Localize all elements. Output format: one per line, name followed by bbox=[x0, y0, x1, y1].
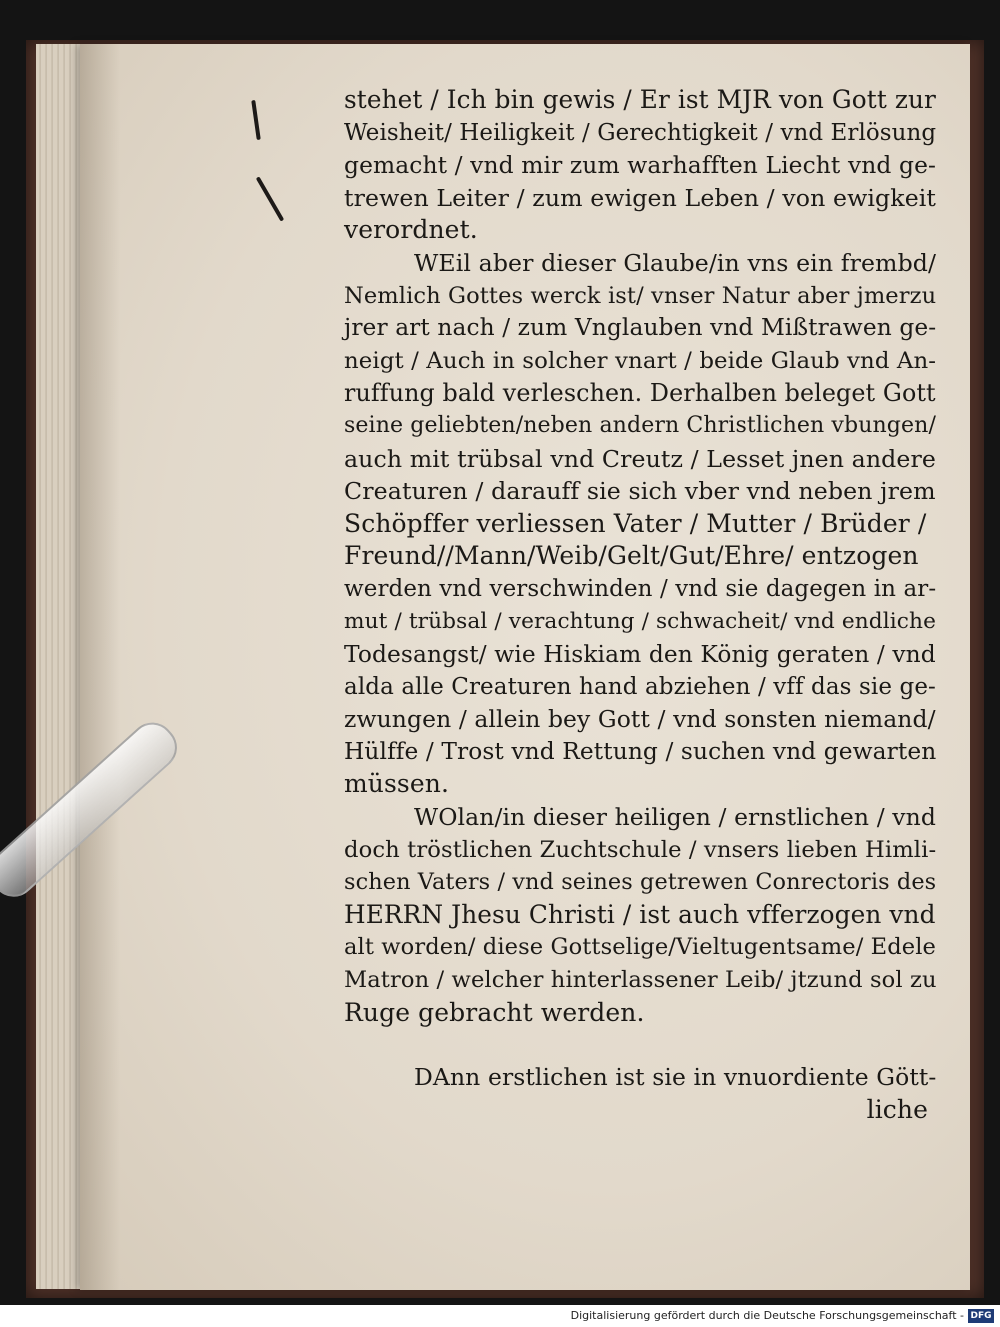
text-line: verordnet. bbox=[344, 215, 478, 245]
text-line: neigt / Auch in solcher vnart / beide Glaub vnd An- bbox=[344, 347, 937, 374]
footer-bar bbox=[0, 1305, 1000, 1327]
margin-mark-lower bbox=[256, 176, 284, 221]
dfg-logo: DFG bbox=[968, 1309, 994, 1323]
paragraph-start-line: WOlan/in dieser heiligen / ernstlichen / vnd bbox=[414, 803, 936, 832]
text-line: auch mit trübsal vnd Creutz / Lesset jnen andere bbox=[344, 444, 936, 473]
text-line: Ruge gebracht werden. bbox=[344, 997, 645, 1027]
text-line: Schöpffer verliessen Vater / Mutter / Brüder / bbox=[344, 508, 927, 538]
text-line: seine geliebten/neben andern Christlichen vbungen/ bbox=[344, 412, 936, 438]
text-line: zwungen / allein bey Gott / vnd sonsten niemand/ bbox=[344, 705, 936, 734]
text-line: stehet / Ich bin gewis / Er ist MJR von Gott zur bbox=[344, 85, 936, 114]
paragraph-start-line: WEil aber dieser Glaube/in vns ein frembd/ bbox=[414, 248, 937, 277]
text-line: Hülffe / Trost vnd Rettung / suchen vnd gewarten bbox=[344, 737, 937, 765]
text-line: mut / trübsal / verachtung / schwacheit/ vnd endliche bbox=[344, 608, 936, 634]
text-line: alda alle Creaturen hand abziehen / vff das sie ge- bbox=[344, 673, 936, 700]
margin-mark-upper bbox=[251, 100, 261, 140]
text-line: ruffung bald verleschen. Derhalben beleget Gott bbox=[344, 379, 936, 408]
page-text bbox=[344, 84, 936, 1126]
text-line: Freund//Mann/Weib/Gelt/Gut/Ehre/ entzogen bbox=[344, 541, 919, 571]
funding-credit: Digitalisierung gefördert durch die Deutsche Forschungsgemeinschaft - bbox=[570, 1309, 964, 1322]
catchword: liche bbox=[866, 1094, 928, 1124]
text-line: Matron / welcher hinterlassener Leib/ jtzund sol zu bbox=[344, 967, 937, 994]
text-line: schen Vaters / vnd seines getrewen Conrectoris des bbox=[344, 869, 937, 896]
page-edges bbox=[36, 44, 86, 1289]
text-line: werden vnd verschwinden / vnd sie dagegen in ar- bbox=[344, 575, 937, 602]
paragraph-start-line: DAnn erstlichen ist sie in vnuordiente Gött- bbox=[414, 1063, 937, 1092]
text-line: müssen. bbox=[344, 769, 450, 799]
text-line: trewen Leiter / zum ewigen Leben / von ewigkeit bbox=[344, 183, 937, 212]
text-line: gemacht / vnd mir zum warhafften Liecht vnd ge- bbox=[344, 151, 937, 180]
text-line: Creaturen / darauff sie sich vber vnd neben jrem bbox=[344, 477, 936, 506]
text-line: Weisheit/ Heiligkeit / Gerechtigkeit / vnd Erlösung bbox=[344, 119, 937, 146]
text-line: Nemlich Gottes werck ist/ vnser Natur aber jmerzu bbox=[344, 282, 937, 309]
text-line: doch tröstlichen Zuchtschule / vnsers lieben Himli- bbox=[344, 836, 937, 863]
gutter-shadow bbox=[80, 44, 120, 1290]
text-line: Todesangst/ wie Hiskiam den König geraten / vnd bbox=[344, 640, 936, 669]
text-line: alt worden/ diese Gottselige/Vieltugentsame/ Edele bbox=[344, 934, 936, 961]
text-line: jrer art nach / zum Vnglauben vnd Mißtrawen ge- bbox=[344, 314, 937, 342]
paragraph-gap bbox=[344, 1029, 936, 1061]
text-line: HERRN Jhesu Christi / ist auch vfferzogen vnd bbox=[344, 899, 936, 929]
